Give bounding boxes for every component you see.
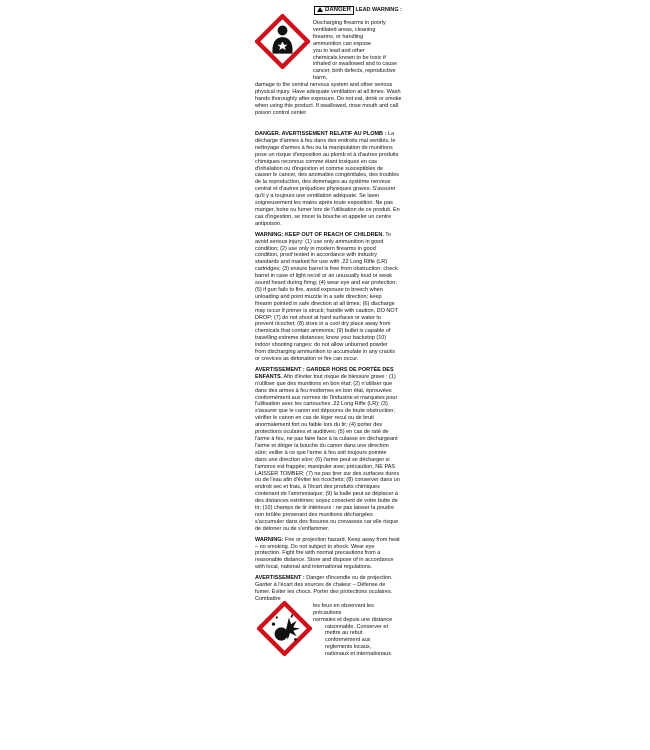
lead-warning-heading: LEAD WARNING : — [355, 7, 402, 13]
warning-label-column — [255, 6, 400, 670]
danger-header — [314, 6, 402, 15]
lead-warning-text: Discharging firearms in poorly ventilated areas, cleaning firearms, or handling ammunition can expose you to lead and other chemicals known to be toxic if inhaled or swallowed and to cause cancer, birth defects, reproductive harm, damage to the central nervous system and other serious physical injury. Have adequate ventilation at all times. Wash hands thoroughly after exposure. Do not eat, drink or smoke when using this product. If swallowed, rinse mouth and call poison control center. — [255, 20, 402, 116]
fr-children-warning: AVERTISSEMENT : GARDER HORS DE PORTÉE DES ENFANTS. Afin d'éviter tout risque de blessure grave : (1) n'utiliser que des munitions en bon état; (2) n'utiliser que dans des armes à feu modernes en bon état, éprouvées conformément aux normes de l'industrie et marquées pour l'utilisation avec les cartouches .22 Long Rifle (LR); (3) s'assurer que le canon est dépourvu de toute obstruction; vérifier le canon en cas de léger recul ou de bruit anormalement fort ou faible lors du tir; (4) porter des protections oculaires et auditives; (5) en cas de raté de l'arme à feu, ne pas faire face à la culasse en déchargeant l'arme et diriger la bouche du canon dans une direction sûre; veiller à ce que l'arme à feu soit toujours pointée dans une direction sûre; (6) l'arme peut se décharger si l'amorce est frappée; manipuler avec précaution, NE PAS LAISSER TOMBER; (7) ne pas tirer sur des surfaces dures ou de l'eau afin d'éviter les ricochets; (8) conserver dans un endroit sec et frais, à l'écart des produits chimiques contenant de l'ammoniaque; (9) la balle peut se déplacer à des distances extrêmes; soyez conscient de votre butte de tir; (10) champs de tir intérieurs : ne pas laisser la poudre non brûlée provenant des munitions déchargées s'accumuler dans des fissures ou crevasses car elle risque de détoner ou de s'enflammer. — [255, 366, 400, 532]
lead-warning-block — [255, 6, 400, 131]
danger-badge: DANGER — [314, 6, 354, 15]
explosive-icon — [257, 601, 312, 656]
fr-fire-first: AVERTISSEMENT : Danger d'incendie ou de projection. Garder à l'écart des sources de chaleur – Défense de fumer. Éviter les chocs. Porter des protections oculaires. Combattre — [255, 575, 393, 602]
fr-lead-warning: DANGER. AVERTISSEMENT RELATIF AU PLOMB : La décharge d'armes à feu dans des endroits mal ventilés, le nettoyage d'armes à feu ou la manipulation de munitions pose un risque d'exposition au plomb et à d'autres produits chimiques reconnus comme étant toxiques en cas d'inhalation ou d'ingestion et comme susceptibles de causer le cancer, des anomalies congénitales, des troubles de la reproduction, des dommages au système nerveux central et d'autres préjudices physiques graves. S'assurer qu'il y a toujours une ventilation adéquate. Se laver soigneusement les mains après toute exposition. Ne pas manger, boire ou fumer lors de l'utilisation de ce produit. En cas d'ingestion, se rincer la bouche et appeler un centre antipoison. — [255, 131, 400, 227]
warning-triangle-icon — [317, 7, 323, 12]
en-fire-warning: WARNING: Fire or projection hazard. Keep away from heat – no smoking. Do not subject to shock. Wear eye protection. Fight fire with normal precautions from a reasonable distance. Store and dispose of in accordance with local, national and international regulations. — [255, 536, 400, 571]
fr-fire-warning: AVERTISSEMENT : Danger d'incendie ou de projection. Garder à l'écart des sources de chaleur – Défense de fumer. Éviter les chocs. Porter des protections oculaires. Combattre les feux en observant les précautions normales et depuis une distance raisonnable. Conserver et mettre au rebut conformément aux reglements locaux, nationaux et internationaux. — [255, 575, 400, 670]
en-children-warning: WARNING: KEEP OUT OF REACH OF CHILDREN. To avoid serious injury: (1) use only ammunition in good condition; (2) use only in modern firearms in good condition, proof tested in accordance with industry standards and marked for use with .22 Long Rifle (LR) cartridges; (3) ensure barrel is free from obstruction; check barrel in case of light recoil or an unusually loud or weak sound heard during firing; (4) wear eye and ear protection; (5) if gun fails to fire, avoid exposure to breech when unloading and point muzzle in a safe direction; keep firearm pointed in safe direction at all times; (6) discharge may occur if primer is struck; handle with caution, DO NOT DROP; (7) do not shoot at hard surfaces or water to prevent ricochet; (8) store in a cool dry place away from chemicals that contain ammonia; (9) bullet is capable of travelling extreme distances; know your backstop (10) indoor shooting ranges: do not allow unburned powder from discharging ammunition to accumulate in any cracks or crevices as detonation or fire can occur. — [255, 231, 398, 362]
